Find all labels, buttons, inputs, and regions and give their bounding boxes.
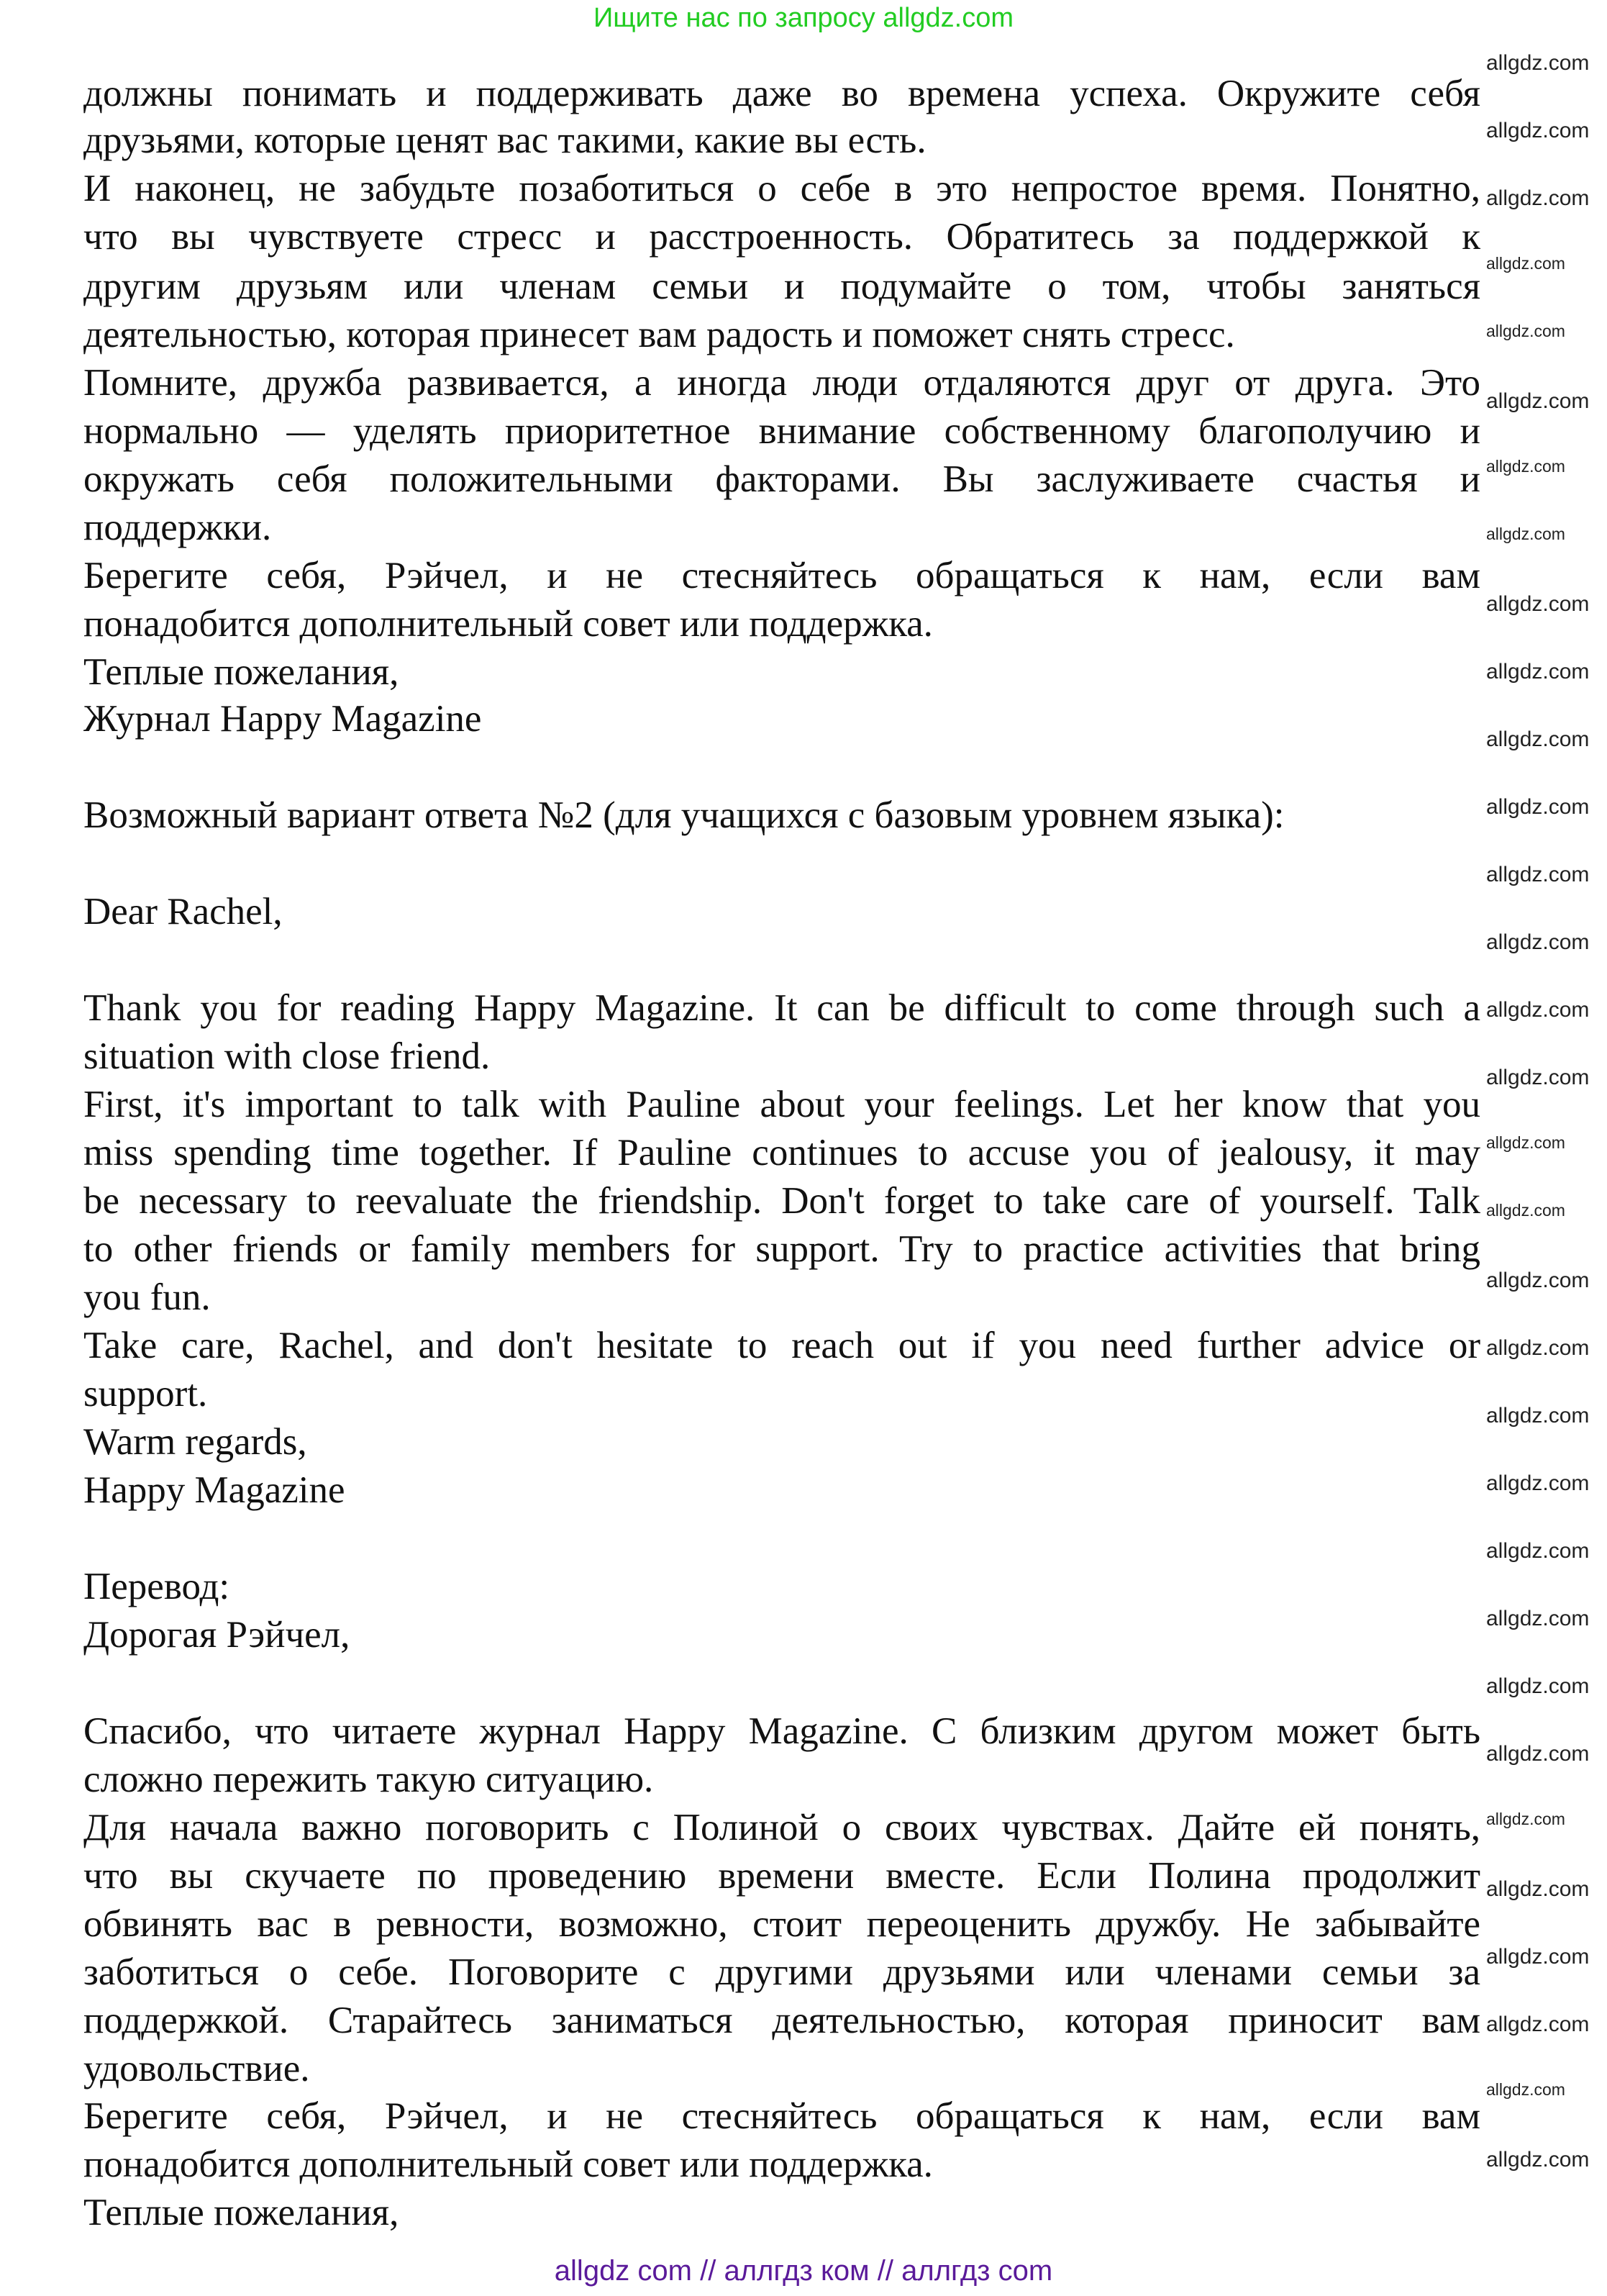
text-line: заботиться о себе. Поговорите с другими друзьями или членами семьи за	[83, 1951, 1480, 1993]
text-line: Дорогая Рэйчел,	[83, 1614, 350, 1656]
text-line: Take care, Rachel, and don't hesitate to reach out if you need further advice or	[83, 1325, 1480, 1366]
watermark: allgdz.com	[1486, 863, 1590, 886]
text-line: Берегите себя, Рэйчел, и не стесняйтесь обращаться к нам, если вам	[83, 555, 1480, 596]
watermark: allgdz.com	[1486, 1877, 1590, 1901]
text-line: Dear Rachel,	[83, 891, 283, 933]
text-line: удовольствие.	[83, 2048, 310, 2089]
text-line: Помните, дружба развивается, а иногда люди отдаляются друг от друга. Это	[83, 362, 1480, 404]
footer-links[interactable]: allgdz com // аллгдз ком // аллгдз com	[554, 2255, 1053, 2287]
text-line: Для начала важно поговорить с Полиной о своих чувствах. Дайте ей понять,	[83, 1807, 1480, 1848]
text-line: поддержки.	[83, 507, 272, 548]
watermark: allgdz.com	[1486, 1404, 1590, 1428]
text-line: обвинять вас в ревности, возможно, стоит переоценить дружбу. Не забывайте	[83, 1903, 1480, 1945]
text-line: you fun.	[83, 1276, 211, 1318]
watermark: allgdz.com	[1486, 1201, 1565, 1220]
watermark: allgdz.com	[1486, 1133, 1565, 1152]
text-line: деятельностью, которая принесет вам радость и поможет снять стресс.	[83, 314, 1235, 355]
text-line: Теплые пожелания,	[83, 651, 399, 693]
watermark: allgdz.com	[1486, 727, 1590, 751]
text-line: что вы чувствуете стресс и расстроенность. Обратитесь за поддержкой к	[83, 216, 1480, 258]
text-line: be necessary to reevaluate the friendship. Don't forget to take care of yourself. Talk	[83, 1180, 1480, 1222]
text-line: to other friends or family members for support. Try to practice activities that bring	[83, 1228, 1480, 1270]
text-line: нормально — уделять приоритетное внимание собственному благополучию и	[83, 410, 1480, 452]
watermark: allgdz.com	[1486, 998, 1590, 1022]
text-line: что вы скучаете по проведению времени вместе. Если Полина продолжит	[83, 1855, 1480, 1897]
watermark: allgdz.com	[1486, 2148, 1590, 2172]
watermark: allgdz.com	[1486, 51, 1590, 75]
watermark: allgdz.com	[1486, 660, 1590, 684]
text-line: Берегите себя, Рэйчел, и не стесняйтесь обращаться к нам, если вам	[83, 2095, 1480, 2137]
text-line: друзьями, которые ценят вас такими, какие вы есть.	[83, 119, 927, 161]
text-line: First, it's important to talk with Pauline about your feelings. Let her know that you	[83, 1084, 1480, 1125]
text-line: Журнал Happy Magazine	[83, 698, 482, 740]
watermark: allgdz.com	[1486, 1945, 1590, 1969]
text-line: окружать себя положительными факторами. Вы заслуживаете счастья и	[83, 458, 1480, 500]
watermark: allgdz.com	[1486, 1607, 1590, 1630]
watermark: allgdz.com	[1486, 1269, 1590, 1292]
text-line: понадобится дополнительный совет или поддержка.	[83, 603, 933, 645]
text-line: другим друзьям или членам семьи и подумайте о том, чтобы заняться	[83, 266, 1480, 307]
text-line: поддержкой. Старайтесь заниматься деятельностью, которая приносит вам	[83, 2000, 1480, 2041]
text-line: Happy Magazine	[83, 1469, 345, 1511]
watermark: allgdz.com	[1486, 186, 1590, 210]
text-line: Спасибо, что читаете журнал Happy Magazine. С близким другом может быть	[83, 1710, 1480, 1752]
watermark: allgdz.com	[1486, 2013, 1590, 2036]
watermark: allgdz.com	[1486, 1742, 1590, 1766]
text-line: Warm regards,	[83, 1421, 307, 1463]
text-line: понадобится дополнительный совет или поддержка.	[83, 2143, 933, 2185]
watermark: allgdz.com	[1486, 1674, 1590, 1698]
watermark: allgdz.com	[1486, 254, 1565, 273]
text-line: situation with close friend.	[83, 1035, 491, 1077]
text-line: Возможный вариант ответа №2 (для учащихся с базовым уровнем языка):	[83, 794, 1285, 836]
text-line: Thank you for reading Happy Magazine. It can be difficult to come through such a	[83, 987, 1480, 1029]
text-line: support.	[83, 1373, 208, 1415]
watermark: allgdz.com	[1486, 525, 1565, 543]
watermark: allgdz.com	[1486, 592, 1590, 616]
watermark: allgdz.com	[1486, 322, 1565, 340]
watermark: allgdz.com	[1486, 795, 1590, 819]
watermark: allgdz.com	[1486, 2080, 1565, 2099]
watermark: allgdz.com	[1486, 1471, 1590, 1495]
watermark: allgdz.com	[1486, 1810, 1565, 1828]
watermark: allgdz.com	[1486, 1336, 1590, 1360]
watermark: allgdz.com	[1486, 1066, 1590, 1089]
search-banner[interactable]: Ищите нас по запросу allgdz.com	[593, 3, 1014, 33]
watermark: allgdz.com	[1486, 457, 1565, 476]
text-line: И наконец, не забудьте позаботиться о себе в это непростое время. Понятно,	[83, 168, 1480, 209]
text-line: должны понимать и поддерживать даже во времена успеха. Окружите себя	[83, 73, 1480, 114]
watermark: allgdz.com	[1486, 930, 1590, 954]
watermark: allgdz.com	[1486, 389, 1590, 413]
watermark: allgdz.com	[1486, 1539, 1590, 1563]
text-line: Перевод:	[83, 1566, 230, 1607]
text-line: Теплые пожелания,	[83, 2192, 399, 2233]
text-line: miss spending time together. If Pauline continues to accuse you of jealousy, it may	[83, 1132, 1480, 1174]
watermark: allgdz.com	[1486, 119, 1590, 142]
text-line: сложно пережить такую ситуацию.	[83, 1759, 654, 1800]
